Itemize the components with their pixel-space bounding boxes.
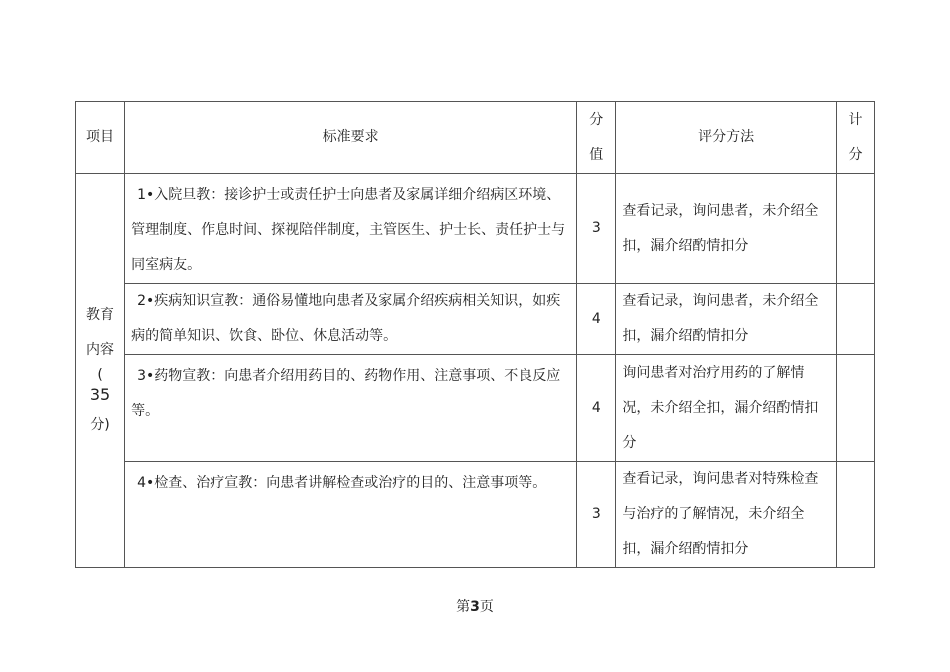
- footer-prefix: 第: [456, 599, 471, 615]
- category-line1: 教育: [86, 307, 115, 323]
- header-standard: 标准要求: [125, 102, 577, 174]
- table-row: [76, 355, 875, 462]
- total-cell-2: [836, 284, 874, 355]
- category-cell: [76, 174, 125, 568]
- score-cell-1: 3: [577, 174, 616, 284]
- method-cell: [616, 355, 837, 462]
- method-cell: [616, 174, 837, 284]
- method-text-3: 询问患者对治疗用药的了解情况，未介绍全扣，漏介绍酌情扣分: [622, 364, 819, 451]
- standard-cell: [125, 355, 577, 462]
- page-footer: [0, 596, 950, 616]
- method-cell: [616, 284, 837, 355]
- score-cell-3: 4: [577, 355, 616, 462]
- standard-text-2: 2•疾病知识宣教：通俗易懂地向患者及家属介绍疾病相关知识，如疾病的简单知识、饮食、卧位、休息活动等。: [131, 293, 561, 344]
- total-cell-1: [836, 174, 874, 284]
- standard-cell: [125, 284, 577, 355]
- total-cell-3: [836, 355, 874, 462]
- header-score-line2: 值: [589, 146, 604, 163]
- score-cell-4: 3: [577, 462, 616, 568]
- table-row: [76, 174, 875, 284]
- table-row: [76, 284, 875, 355]
- table-row: [76, 462, 875, 568]
- standard-text-1: 1•入院旦教：接诊护士或责任护士向患者及家属详细介绍病区环境、管理制度、作息时间、探视陪伴制度，主管医生、护士长、责任护士与同室病友。: [131, 187, 566, 273]
- header-total-line2: 分: [848, 146, 863, 163]
- evaluation-table: [75, 101, 875, 568]
- standard-cell: [125, 462, 577, 568]
- page-number: 3: [470, 599, 480, 615]
- method-text-4: 查看记录，询问患者对特殊检查与治疗的了解情况，未介绍全扣，漏介绍酌情扣分: [622, 471, 819, 557]
- header-method: 评分方法: [616, 102, 837, 174]
- category-line2: 内容: [86, 342, 115, 358]
- header-item: 项目: [76, 102, 125, 174]
- method-cell: [616, 462, 837, 568]
- header-row: [76, 102, 875, 174]
- header-score: [577, 102, 616, 174]
- footer-suffix: 页: [479, 599, 494, 615]
- score-cell-2: 4: [577, 284, 616, 355]
- standard-text-4: 4•检查、治疗宣教：向患者讲解检查或治疗的目的、注意事项等。: [137, 475, 547, 491]
- header-total: [836, 102, 874, 174]
- header-total-line1: 计: [848, 111, 863, 128]
- category-line4: 35: [89, 385, 111, 404]
- category-line5: 分): [90, 417, 110, 433]
- header-score-line1: 分: [589, 111, 604, 128]
- total-cell-4: [836, 462, 874, 568]
- method-text-2: 查看记录，询问患者，未介绍全扣，漏介绍酌情扣分: [622, 293, 819, 344]
- standard-text-3: 3•药物宣教：向患者介绍用药目的、药物作用、注意事项、不良反应等。: [131, 368, 561, 419]
- category-line3: (: [97, 367, 103, 383]
- method-text-1: 查看记录，询问患者，未介绍全扣，漏介绍酌情扣分: [622, 202, 819, 254]
- standard-cell: [125, 174, 577, 284]
